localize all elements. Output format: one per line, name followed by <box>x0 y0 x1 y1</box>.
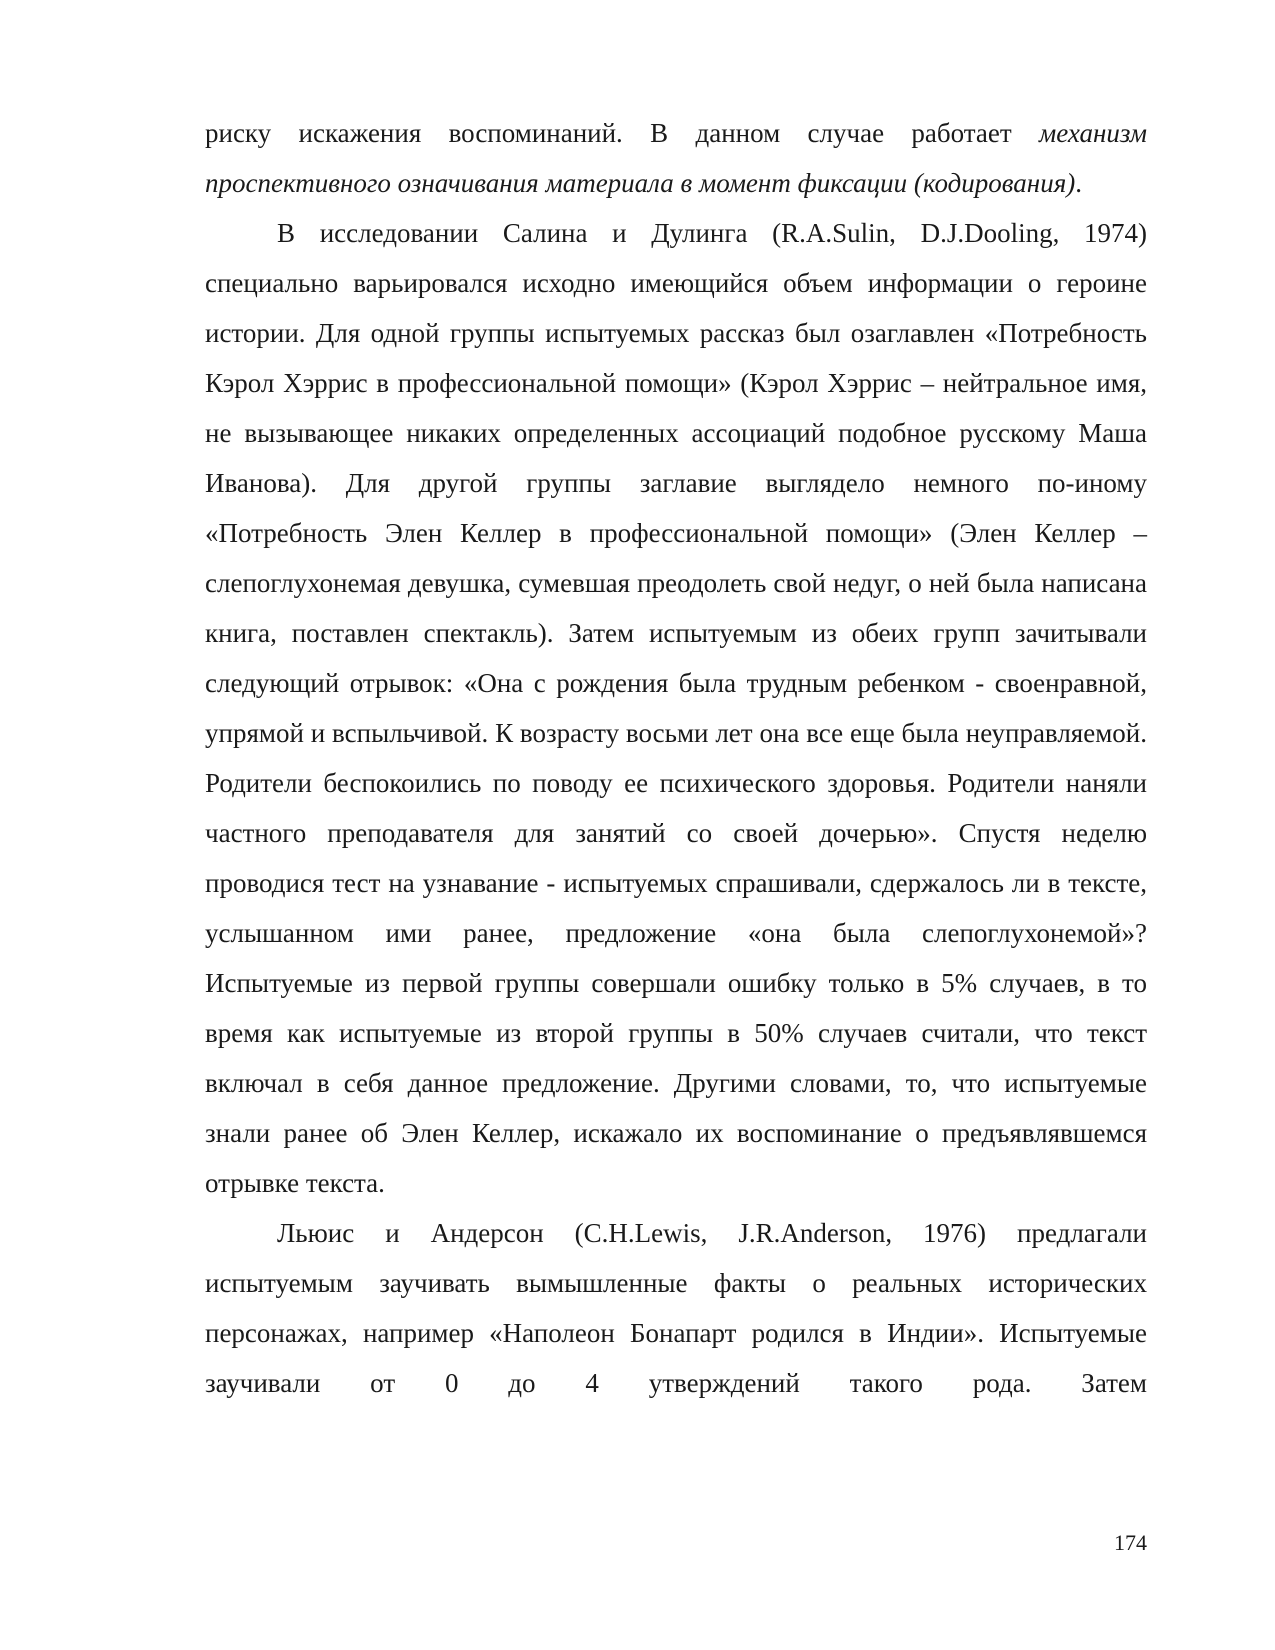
paragraph-1-end: . <box>1075 168 1082 198</box>
paragraph-1-italic: механизм проспективного означивания материала в момент фиксации (кодирования) <box>205 118 1147 198</box>
paragraph-3: Льюис и Андерсон (C.H.Lewis, J.R.Anderson, 1976) предлагали испытуемым заучивать вымышленные факты о реальных исторических персонажах, например «Наполеон Бонапарт родился в Индии». Испытуемые заучивали от 0 до 4 утверждений такого рода. Затем <box>205 1218 1147 1398</box>
page-body <box>205 108 1147 1408</box>
paragraph-1-plain: риску искажения воспоминаний. В данном случае работает <box>205 118 1040 148</box>
page-number: 174 <box>1114 1530 1147 1555</box>
paragraph-2: В исследовании Салина и Дулинга (R.A.Sulin, D.J.Dooling, 1974) специально варьировался исходно имеющийся объем информации о героине истории. Для одной группы испытуемых рассказ был озаглавлен «Потребность Кэрол Хэррис в профессиональной помощи» (Кэрол Хэррис – нейтральное имя, не вызывающее никаких определенных ассоциаций подобное русскому Маша Иванова). Для другой группы заглавие выглядело немного по-иному «Потребность Элен Келлер в профессиональной помощи» (Элен Келлер – слепоглухонемая девушка, сумевшая преодолеть свой недуг, о ней была написана книга, поставлен спектакль). Затем испытуемым из обеих групп зачитывали следующий отрывок: «Она с рождения была трудным ребенком - своенравной, упрямой и вспыльчивой. К возрасту восьми лет она все еще была неуправляемой. Родители беспокоились по поводу ее психического здоровья. Родители наняли частного преподавателя для занятий со своей дочерью». Спустя неделю проводися тест на узнавание - испытуемых спрашивали, сдержалось ли в тексте, услышанном ими ранее, предложение «она была слепоглухонемой»? Испытуемые из первой группы совершали ошибку только в 5% случаев, в то время как испытуемые из второй группы в 50% случаев считали, что текст включал в себя данное предложение. Другими словами, то, что испытуемые знали ранее об Элен Келлер, искажало их воспоминание о предъявлявшемся отрывке текста. <box>205 218 1147 1198</box>
paragraph-1 <box>205 108 1147 208</box>
